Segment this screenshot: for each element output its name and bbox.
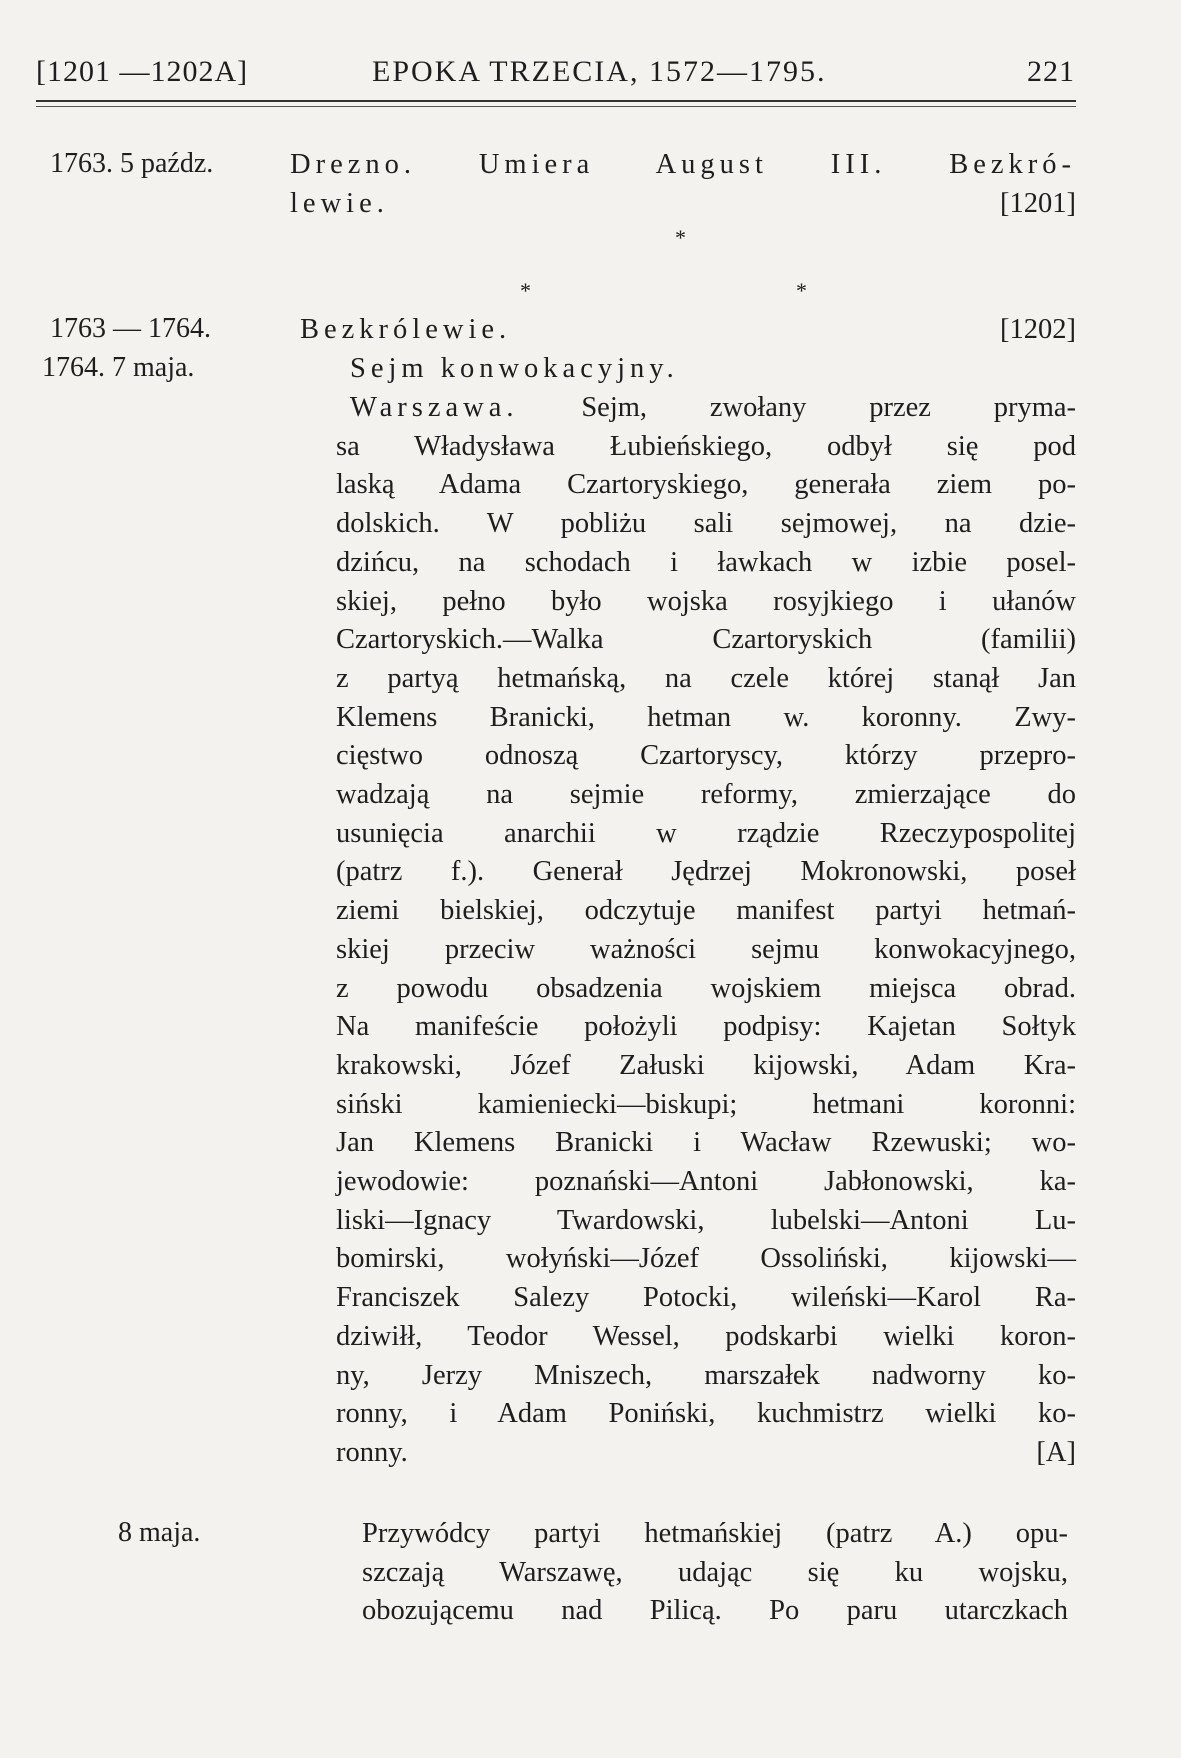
entry-4-line-2: szczają Warszawę, udając się ku wojsku, <box>362 1556 1068 1588</box>
header-section-range: [1201 —1202A] <box>36 55 249 88</box>
separator-star-left: * <box>520 278 531 303</box>
entry-3-line-11: wadzają na sejmie reformy, zmierzające do <box>336 779 1076 811</box>
entry-2-ref: [1202] <box>1000 314 1076 345</box>
entry-3-line-18: krakowski, Józef Załuski kijowski, Adam Kra- <box>336 1049 1076 1081</box>
entry-3-line-21: jewodowie: poznański—Antoni Jabłonowski, ka- <box>336 1166 1076 1198</box>
header-running-title: EPOKA TRZECIA, 1572—1795. <box>372 55 827 88</box>
entry-3-line-5: dzińcu, na schodach i ławkach w izbie posel- <box>336 546 1076 578</box>
entry-3-title-text: Sejm konwokacyjny. <box>350 353 679 384</box>
entry-3-line-6: skiej, pełno było wojska rosyjkiego i ułanów <box>336 585 1076 617</box>
entry-3-line-28 <box>336 1434 1076 1473</box>
header-rule-thick <box>36 100 1076 102</box>
entry-3-line-first <box>336 389 1076 428</box>
entry-1-line-1: Drezno. Umiera August III. Bezkró- <box>290 149 1076 180</box>
entry-3-place: Warszawa. <box>350 392 519 423</box>
entry-3-line-16: z powodu obsadzenia wojskiem miejsca obrad. <box>336 972 1076 1004</box>
entry-3-line-26: ny, Jerzy Mniszech, marszałek nadworny ko- <box>336 1359 1076 1391</box>
entry-3-title <box>350 350 1050 389</box>
entry-3-line-2: sa Władysława Łubieńskiego, odbył się pod <box>336 430 1076 462</box>
entry-4-line-1: Przywódcy partyi hetmańskiej (patrz A.) opu- <box>362 1518 1068 1549</box>
header-page-number: 221 <box>1027 55 1075 88</box>
entry-3-line-10: cięstwo odnoszą Czartoryscy, którzy przepro- <box>336 740 1076 772</box>
entry-3-paragraph <box>336 389 1076 1473</box>
entry-3-line-28-text: ronny. <box>336 1436 408 1468</box>
entry-4-date: 8 maja. <box>118 1517 201 1548</box>
entry-3-line-15: skiej przeciw ważności sejmu konwokacyjnego, <box>336 933 1076 965</box>
entry-3-line-9: Klemens Branicki, hetman w. koronny. Zwy- <box>336 701 1076 733</box>
entry-3-line-14: ziemi bielskiej, odczytuje manifest partyi hetmań- <box>336 895 1076 927</box>
entry-1-line-2 <box>290 185 1076 224</box>
entry-3-date: 1764. 7 maja. <box>42 352 195 383</box>
entry-3-line-12: usunięcia anarchii w rządzie Rzeczypospolitej <box>336 817 1076 849</box>
entry-3-line-13: (patrz f.). Generał Jędrzej Mokronowski, poseł <box>336 856 1076 888</box>
entry-2-title: Bezkrólewie. <box>300 314 512 345</box>
entry-2-line <box>300 311 1076 350</box>
entry-3-line-20: Jan Klemens Branicki i Wacław Rzewuski; wo- <box>336 1127 1076 1159</box>
entry-3-line-27: ronny, i Adam Poniński, kuchmistrz wielki ko- <box>336 1398 1076 1430</box>
entry-1-ref: [1201] <box>1000 187 1076 219</box>
entry-1-date: 1763. 5 paźdz. <box>50 148 214 179</box>
entry-3-line-8: z partyą hetmańską, na czele której stanął Jan <box>336 662 1076 694</box>
entry-3-line-3: laską Adama Czartoryskiego, generała ziem po- <box>336 469 1076 501</box>
entry-1-line-2-text: lewie. <box>290 187 389 219</box>
entry-3-line-4: dolskich. W pobliżu sali sejmowej, na dzie- <box>336 508 1076 540</box>
entry-3-line-17: Na manifeście położyli podpisy: Kajetan Sołtyk <box>336 1011 1076 1043</box>
entry-3-line-22: liski—Ignacy Twardowski, lubelski—Antoni Lu- <box>336 1204 1076 1236</box>
entry-3-ref: [A] <box>1036 1436 1076 1468</box>
entry-4-line-3: obozującemu nad Pilicą. Po paru utarczkach <box>362 1595 1068 1627</box>
entry-3-line-19: siński kamieniecki—biskupi; hetmani koronni: <box>336 1088 1076 1120</box>
entry-3-line-7: Czartoryskich.—Walka Czartoryskich (familii) <box>336 624 1076 656</box>
entry-2-text <box>300 311 1076 350</box>
entry-3-line-23: bomirski, wołyński—Józef Ossoliński, kijowski— <box>336 1243 1076 1275</box>
separator-star-right: * <box>796 278 807 303</box>
entry-1-text <box>290 146 1076 223</box>
entry-3-line-1-text: Sejm, zwołany przez pryma- <box>581 392 1077 423</box>
entry-2-date: 1763 — 1764. <box>50 313 211 344</box>
entry-3-line-25: dziwiłł, Teodor Wessel, podskarbi wielki koron- <box>336 1320 1076 1352</box>
entry-4-paragraph <box>362 1515 1068 1631</box>
entry-3-line-24: Franciszek Salezy Potocki, wileński—Karol Ra- <box>336 1282 1076 1314</box>
separator-star-top: * <box>675 225 686 250</box>
header-rule-thin <box>36 106 1076 107</box>
